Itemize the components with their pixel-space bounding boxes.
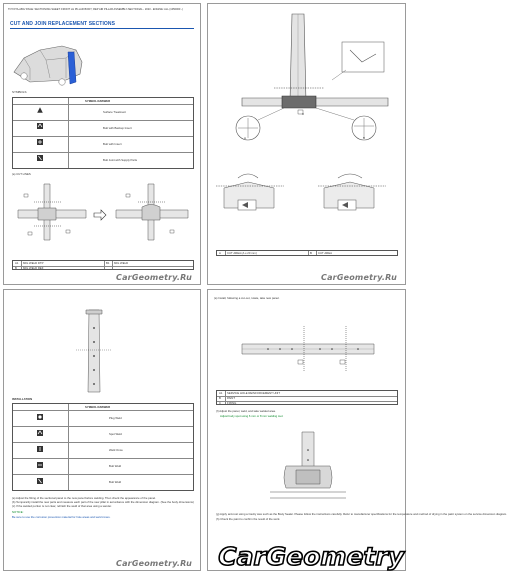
legend-table: A1 SERVICE HOLE REINFORCEMENT UNIT B PAINT C FIXING	[216, 390, 398, 405]
section-underline	[10, 28, 194, 29]
plug-weld-icon	[37, 414, 43, 420]
top-note: (a) Install, following a cut-out, rotate, take new panel.	[214, 296, 280, 300]
page-panel-2	[207, 3, 406, 285]
brand-watermark: CarGeometry	[218, 542, 404, 571]
detail-label: A	[244, 136, 247, 140]
bottom-note: (g) Apply anti-rust using a Cavity wax such as the Body Sealer. Please follow the instructions carefully. Refer to manufacturer specifications for the temperature and method of drying in the paint system on the service dimension diagram.	[216, 512, 507, 516]
pillar-install-diagram	[74, 308, 114, 396]
watermark: CarGeometry.Ru	[116, 559, 192, 568]
watermark: CarGeometry.Ru	[116, 273, 192, 282]
section-title: INSTALLATION	[12, 397, 33, 401]
section-title: CUT AND JOIN REPLACEMENT SECTIONS	[10, 21, 116, 27]
weld-icon	[37, 446, 43, 452]
symbol-table	[12, 97, 194, 169]
cut-lines-note: (a) CUT LINES	[12, 172, 31, 176]
watermark: CarGeometry.Ru	[321, 273, 397, 282]
notice-label: NOTICE:	[12, 510, 24, 514]
weld-icon	[37, 462, 43, 468]
bottom-note: (h) Check the paint to confirm the result of the work.	[216, 517, 281, 521]
symbols-label: SYMBOLS	[12, 90, 27, 94]
detail-label: B	[363, 136, 366, 140]
weld-icon	[37, 123, 43, 129]
notice-text: Be sure to use the corrosion prevention material for hole areas and weld zones.	[12, 515, 111, 519]
legend-table: A1 MIG WELD DTP B1 MIG WELD B MIG WELD REF	[12, 260, 194, 270]
page-panel-4	[207, 289, 507, 571]
weld-icon	[37, 155, 43, 161]
notice-text: Adjust body spot using 6 mm or 8 mm welding tool.	[220, 414, 284, 418]
cut-diagram-before	[14, 180, 92, 250]
table-header: SYMBOL/ANSWER	[85, 99, 111, 103]
spot-weld-icon	[37, 430, 43, 436]
table-row-label: Surface Treatment	[103, 110, 127, 114]
weld-icon	[37, 478, 43, 484]
install-note: (a) Adjust the fitting of the sectional panel to the new panel before welding. Then check the appearance of the panel.	[12, 496, 156, 500]
page-panel-3	[3, 289, 201, 571]
sill-weld-diagram	[238, 316, 378, 378]
weld-icon	[37, 139, 43, 145]
table-row-label: Butt with Backup Insert	[103, 126, 132, 130]
arrow-right-icon	[94, 210, 106, 220]
install-note: (b) Temporarily install the new parts and measure each part of the new pillar in accordance with the dimension diagram. (See the body dimensions)	[12, 500, 194, 504]
table-header: SYMBOL/ANSWER	[85, 405, 111, 409]
page-panel-1	[3, 3, 201, 285]
table-row-label: Butt with Insert	[103, 142, 122, 146]
page-header: TOYOTA-ABC/ PAGE: SECTIONING SHEET: FRONT LH PILLAR BODY; REP AIR PILLAR ASSEMBLY-SECTIONAL - 2023 - ENGINE: ALL (1050000 -)	[8, 8, 183, 11]
table-row-label: Butt Joint with Supply Parts	[103, 158, 138, 162]
pillar-base-diagram	[268, 430, 348, 502]
install-note: (c) If the welded portion is not clear, refinish the weld of that area using a sander.	[12, 504, 112, 508]
cut-diagram-after	[112, 180, 192, 250]
detail-label: C	[302, 112, 305, 116]
grinder-icon	[37, 107, 43, 113]
step-note: (f) Adjust the panel, weld, and take welded area.	[216, 409, 276, 413]
body-shell-illustration	[10, 32, 90, 87]
pillar-cut-diagram	[212, 10, 402, 240]
symbol-table: SYMBOL/ANSWER Plug Weld Spot Weld Weld Once Butt Weld Butt Weld	[12, 403, 194, 491]
legend-table: A CUT AREA (A ≥ 20 mm) B CUT AREA	[216, 250, 398, 256]
